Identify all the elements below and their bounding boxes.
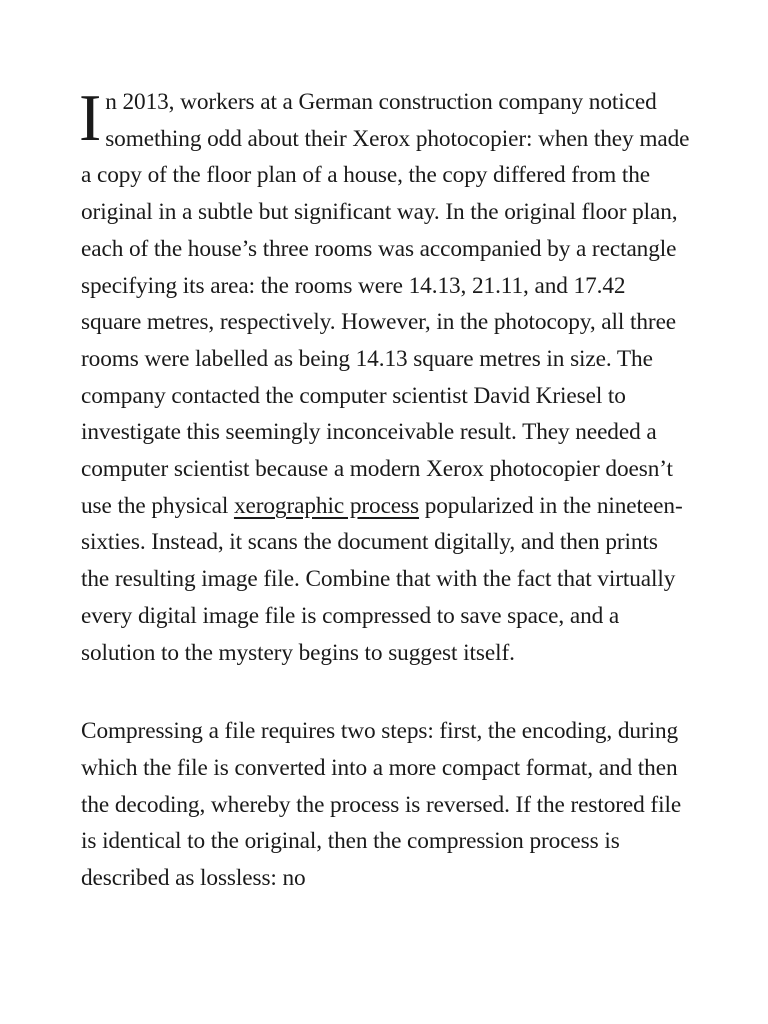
paragraph-1-text-start: n 2013, workers at a German construction company noticed something odd about their Xerox photocopier: when they made a copy of the floor plan of a house, the copy differed from the original in a subtle but significant way. In the original floor plan, each of the house’s three rooms was accompanied by a rectangle specifying its area: the rooms were 14.13, 21.11, and 17.42 square metres, respectively. However, in the photocopy, all three rooms were labelled as being 14.13 square metres in size. The company contacted the computer scientist David Kriesel to investigate this seemingly inconceivable result. They needed a computer scientist because a modern Xerox photocopier doesn’t use the physical — [81, 89, 690, 519]
paragraph-1-text-end: popularized in the nineteen-sixties. Instead, it scans the document digitally, and then prints the resulting image file. Combine that with the fact that virtually every digital image file is compressed to save space, and a solution to the mystery begins to suggest itself. — [81, 492, 683, 666]
article-body — [79, 81, 691, 897]
xerographic-process-link[interactable]: xerographic process — [233, 492, 419, 519]
article-paragraph-1 — [79, 81, 691, 671]
article-paragraph-2: Compressing a file requires two steps: first, the encoding, during which the file is converted into a more compact format, and then the decoding, whereby the process is reversed. If the restored file is identical to the original, then the compression process is described as lossless: no — [81, 718, 682, 892]
drop-cap: I — [79, 81, 102, 155]
